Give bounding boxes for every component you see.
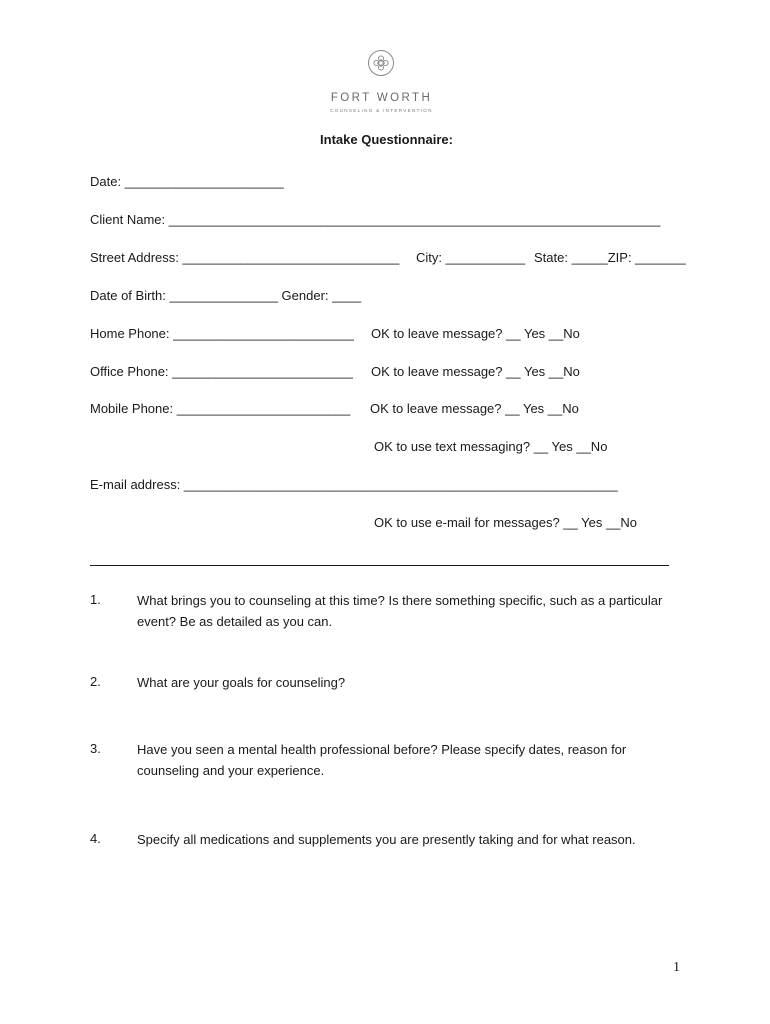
date-field[interactable]: Date: ______________________ bbox=[90, 174, 284, 189]
street-address-field[interactable]: Street Address: ______________________________ bbox=[90, 250, 400, 265]
question-number: 1. bbox=[90, 592, 101, 607]
question-text: What are your goals for counseling? bbox=[137, 675, 346, 690]
home-phone-message-option[interactable]: OK to leave message? __ Yes __No bbox=[371, 326, 580, 341]
home-phone-field[interactable]: Home Phone: _________________________ bbox=[90, 326, 354, 341]
email-field[interactable]: E-mail address: ____________________________________________________________ bbox=[90, 477, 618, 492]
state-zip-field[interactable]: State: _____ZIP: _______ bbox=[534, 250, 686, 265]
page-number: 1 bbox=[673, 960, 680, 975]
brand-tagline: COUNSELING & INTERVENTION bbox=[330, 108, 433, 113]
text-messaging-option[interactable]: OK to use text messaging? __ Yes __No bbox=[374, 439, 608, 454]
mobile-phone-field[interactable]: Mobile Phone: ________________________ bbox=[90, 401, 351, 416]
mobile-phone-message-option[interactable]: OK to leave message? __ Yes __No bbox=[370, 401, 579, 416]
page-title: Intake Questionnaire: bbox=[320, 132, 453, 147]
office-phone-field[interactable]: Office Phone: _________________________ bbox=[90, 364, 353, 379]
section-divider bbox=[90, 565, 669, 566]
question-number: 4. bbox=[90, 831, 101, 846]
ornamental-knot-icon bbox=[367, 49, 395, 77]
client-name-field[interactable]: Client Name: ____________________________________________________________________ bbox=[90, 212, 661, 227]
question-number: 2. bbox=[90, 674, 101, 689]
brand-name: FORT WORTH bbox=[330, 92, 433, 104]
city-field[interactable]: City: ___________ bbox=[416, 250, 526, 265]
question-number: 3. bbox=[90, 741, 101, 756]
dob-gender-field[interactable]: Date of Birth: _______________ Gender: ____ bbox=[90, 288, 362, 303]
question-text: What brings you to counseling at this time? Is there something specific, such as a particular event? Be as detailed as you can. bbox=[137, 593, 663, 629]
office-phone-message-option[interactable]: OK to leave message? __ Yes __No bbox=[371, 364, 580, 379]
question-text: Have you seen a mental health professional before? Please specify dates, reason for counseling and your experience. bbox=[137, 742, 627, 778]
email-messaging-option[interactable]: OK to use e-mail for messages? __ Yes __No bbox=[374, 515, 638, 530]
question-text: Specify all medications and supplements you are presently taking and for what reason. bbox=[137, 832, 636, 847]
